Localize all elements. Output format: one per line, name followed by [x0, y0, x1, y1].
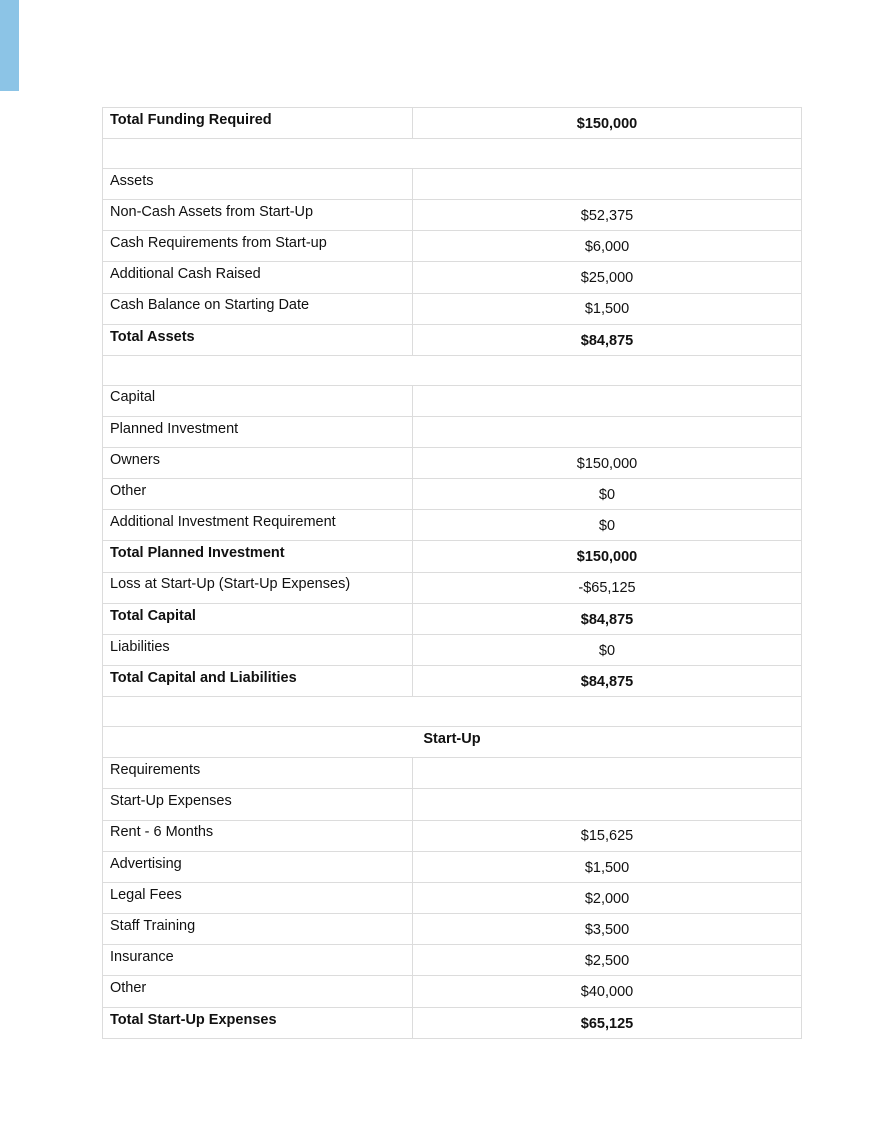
row-label-cell	[103, 199, 413, 230]
spacer-cell	[103, 355, 802, 385]
section-header-cell	[103, 726, 802, 757]
row-label-cell	[103, 572, 413, 603]
row-label: Cash Balance on Starting Date	[110, 297, 310, 314]
row-value: $0	[598, 486, 616, 503]
row-value: $40,000	[580, 984, 634, 1001]
page-accent-bar	[0, 0, 19, 91]
table-row	[103, 262, 802, 293]
table-row	[103, 789, 802, 820]
row-label-cell	[103, 758, 413, 789]
table-row	[103, 447, 802, 478]
row-value-cell	[413, 416, 802, 447]
table-row	[103, 416, 802, 447]
row-value-cell	[413, 666, 802, 697]
table-row	[103, 168, 802, 199]
table-row	[103, 108, 802, 139]
row-label-cell	[103, 479, 413, 510]
row-label-cell	[103, 851, 413, 882]
row-label: Staff Training	[110, 917, 196, 934]
row-label-cell	[103, 293, 413, 324]
row-label-cell	[103, 603, 413, 634]
row-label-cell	[103, 385, 413, 416]
row-value-cell	[413, 108, 802, 139]
spacer-row	[103, 139, 802, 169]
row-label-cell	[103, 231, 413, 262]
table-row	[103, 758, 802, 789]
row-label: Additional Cash Raised	[110, 266, 261, 283]
table-row	[103, 510, 802, 541]
spacer-cell	[103, 139, 802, 169]
row-label: Other	[110, 482, 147, 499]
table-row	[103, 882, 802, 913]
section-header-row	[103, 726, 802, 757]
row-value: $150,000	[576, 549, 638, 566]
row-value: $150,000	[576, 115, 638, 132]
row-value-cell	[413, 603, 802, 634]
row-label: Loss at Start-Up (Start-Up Expenses)	[110, 576, 351, 593]
row-value: $25,000	[580, 270, 634, 287]
row-value: $6,000	[584, 239, 630, 255]
table-row	[103, 293, 802, 324]
row-value-cell	[413, 758, 802, 789]
row-label-cell	[103, 666, 413, 697]
table-row	[103, 635, 802, 666]
row-value-cell	[413, 914, 802, 945]
row-label-cell	[103, 262, 413, 293]
row-value-cell	[413, 572, 802, 603]
table-row	[103, 385, 802, 416]
row-label: Legal Fees	[110, 886, 182, 903]
row-label-cell	[103, 447, 413, 478]
row-label: Total Capital and Liabilities	[110, 670, 297, 687]
row-value: -$65,125	[578, 580, 636, 597]
row-value-cell	[413, 324, 802, 355]
row-value-cell	[413, 479, 802, 510]
row-value-cell	[413, 231, 802, 262]
row-value: $52,375	[580, 207, 634, 224]
row-label: Total Capital	[110, 607, 196, 624]
row-label-cell	[103, 1007, 413, 1038]
row-value-cell	[413, 199, 802, 230]
row-label-cell	[103, 416, 413, 447]
spacer-row	[103, 697, 802, 727]
row-label: Additional Investment Requirement	[110, 514, 336, 531]
row-value: $2,000	[584, 890, 630, 907]
row-value: $84,875	[580, 611, 634, 628]
row-label: Total Planned Investment	[110, 545, 285, 562]
table-row	[103, 945, 802, 976]
table-row	[103, 820, 802, 851]
table-row	[103, 603, 802, 634]
funding-table	[102, 107, 802, 1039]
row-value-cell	[413, 385, 802, 416]
row-label-cell	[103, 168, 413, 199]
row-label-cell	[103, 914, 413, 945]
row-value-cell	[413, 976, 802, 1007]
table-row	[103, 199, 802, 230]
section-title: Start-Up	[423, 730, 481, 747]
row-label: Start-Up Expenses	[110, 793, 232, 810]
row-value-cell	[413, 447, 802, 478]
row-label: Advertising	[110, 855, 182, 872]
row-label: Owners	[110, 451, 160, 468]
row-value-cell	[413, 789, 802, 820]
row-value-cell	[413, 820, 802, 851]
row-value-cell	[413, 851, 802, 882]
row-label: Requirements	[110, 762, 201, 778]
row-label: Planned Investment	[110, 420, 239, 437]
spacer-row	[103, 355, 802, 385]
row-label: Total Funding Required	[110, 111, 272, 128]
row-label-cell	[103, 820, 413, 851]
row-label-cell	[103, 882, 413, 913]
row-label: Non-Cash Assets from Start-Up	[110, 203, 314, 220]
row-value: $84,875	[580, 674, 634, 691]
row-value: $65,125	[580, 1015, 634, 1032]
row-label: Total Assets	[110, 328, 195, 345]
row-value: $150,000	[576, 455, 638, 472]
row-value: $1,500	[584, 301, 630, 318]
row-value-cell	[413, 293, 802, 324]
row-value-cell	[413, 882, 802, 913]
row-label-cell	[103, 635, 413, 666]
row-value-cell	[413, 1007, 802, 1038]
table-row	[103, 324, 802, 355]
row-label: Capital	[110, 389, 156, 406]
row-value-cell	[413, 168, 802, 199]
row-label-cell	[103, 541, 413, 572]
row-label: Assets	[110, 172, 154, 189]
table-row	[103, 541, 802, 572]
table-row	[103, 572, 802, 603]
row-value: $3,500	[584, 921, 630, 938]
row-label: Liabilities	[110, 638, 170, 655]
row-label-cell	[103, 945, 413, 976]
row-value-cell	[413, 945, 802, 976]
row-value-cell	[413, 541, 802, 572]
table-row	[103, 479, 802, 510]
spacer-cell	[103, 697, 802, 727]
row-value: $84,875	[580, 332, 634, 349]
row-value: $15,625	[580, 828, 634, 845]
row-label-cell	[103, 789, 413, 820]
row-label: Other	[110, 980, 147, 997]
row-label-cell	[103, 510, 413, 541]
row-value: $0	[598, 518, 616, 535]
row-label: Insurance	[110, 949, 174, 966]
row-label-cell	[103, 324, 413, 355]
row-label: Rent - 6 Months	[110, 824, 214, 841]
row-value: $1,500	[584, 859, 630, 876]
row-value-cell	[413, 635, 802, 666]
row-value: $2,500	[584, 953, 630, 970]
row-value: $0	[598, 642, 616, 659]
row-label: Cash Requirements from Start-up	[110, 235, 327, 251]
table-row	[103, 666, 802, 697]
table-row	[103, 231, 802, 262]
table-row	[103, 1007, 802, 1038]
row-label-cell	[103, 976, 413, 1007]
table-row	[103, 851, 802, 882]
table-row	[103, 914, 802, 945]
table-row	[103, 976, 802, 1007]
row-label: Total Start-Up Expenses	[110, 1011, 277, 1028]
row-value-cell	[413, 510, 802, 541]
row-value-cell	[413, 262, 802, 293]
row-label-cell	[103, 108, 413, 139]
